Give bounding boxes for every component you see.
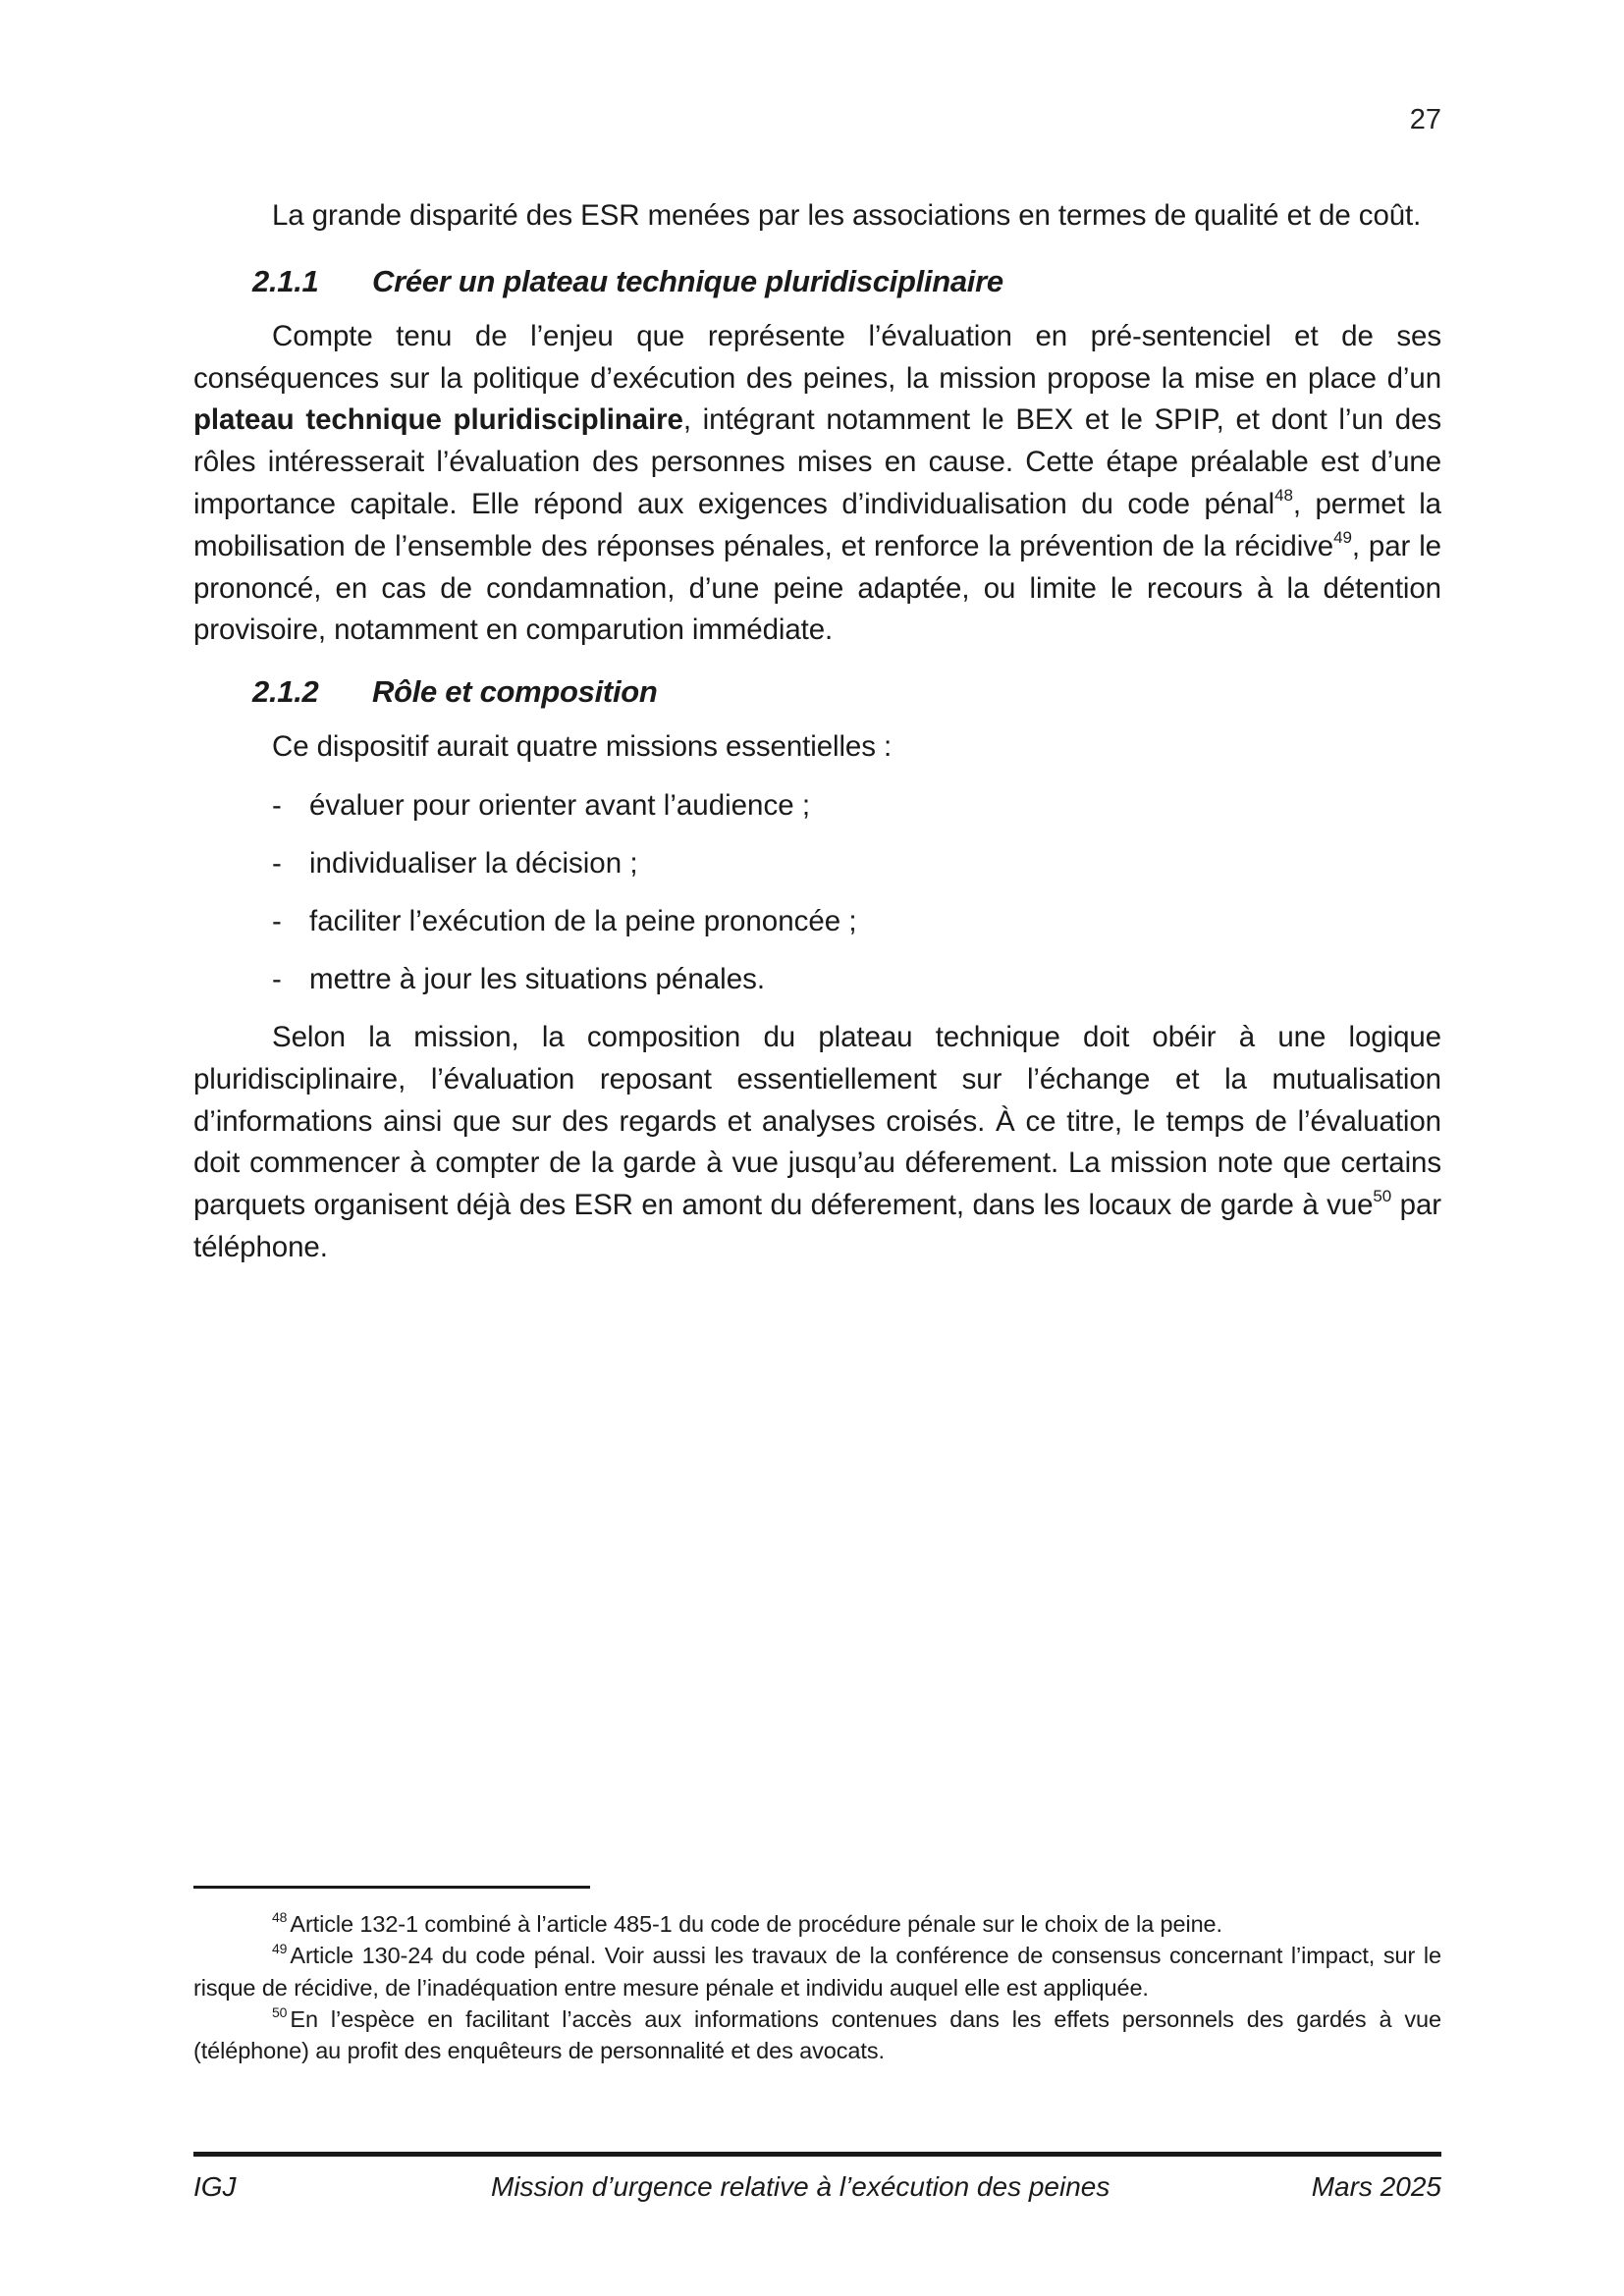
section-heading-2-1-1 (193, 261, 1441, 302)
section-1-paragraph (193, 316, 1441, 652)
bold-term: plateau technique pluridisciplinaire (193, 403, 683, 437)
footnote-separator (193, 1886, 590, 1889)
footnote-50 (193, 2003, 1441, 2067)
footnote-text: Article 130-24 du code pénal. Voir aussi les travaux de la conférence de consensus concernant l’impact, sur le risque de récidive, de l’inadéquation entre mesure pénale et individu auquel elle est appliquée. (193, 1943, 1441, 2001)
text-run: Compte tenu de l’enjeu que représente l’évaluation en pré-sentenciel et de ses conséquences sur la politique d’exécution des peines, la mission propose la mise en place d’un (193, 319, 1441, 395)
footer-title: Mission d’urgence relative à l’exécution des peines (491, 2171, 1110, 2202)
text-run: , permet la mobilisation de l’ensemble des réponses pénales, et renforce la prévention de la récidive (193, 487, 1441, 562)
list-item (193, 901, 1441, 942)
footnote-ref-50[interactable]: 50 (1373, 1187, 1392, 1206)
intro-paragraph: La grande disparité des ESR menées par les associations en termes de qualité et de coût. (272, 199, 1422, 232)
footnote-48 (193, 1908, 1441, 1940)
list-item-text: individualiser la décision ; (309, 846, 638, 880)
list-intro: Ce dispositif aurait quatre missions essentielles : (272, 730, 893, 764)
dash-bullet-icon: - (272, 846, 282, 880)
footnote-ref-48[interactable]: 48 (1274, 485, 1293, 505)
section-heading-2-1-2 (193, 671, 1441, 713)
list-item-text: faciliter l’exécution de la peine prononcée ; (309, 904, 857, 937)
dash-bullet-icon: - (272, 904, 282, 937)
missions-list (193, 785, 1441, 1000)
list-item (193, 843, 1441, 884)
section-title: Rôle et composition (372, 674, 658, 710)
footnote-49 (193, 1940, 1441, 2003)
text-run: , par le prononcé, en cas de condamnation, d’une peine adaptée, ou limite le recours à la détention provisoire, notamment en comparution immédiate. (193, 529, 1441, 647)
footnotes (193, 1908, 1441, 2066)
main-content (193, 195, 1441, 1269)
footer-separator (193, 2152, 1441, 2157)
list-item (193, 959, 1441, 1000)
list-item-text: évaluer pour orienter avant l’audience ; (309, 788, 811, 822)
list-item (193, 785, 1441, 827)
section-title: Créer un plateau technique pluridisciplinaire (372, 263, 1003, 298)
dash-bullet-icon: - (272, 962, 282, 995)
footnote-text: En l’espèce en facilitant l’accès aux informations contenues dans les effets personnels des gardés à vue (téléphone) au profit des enquêteurs de personnalité et des avocats. (193, 2005, 1441, 2064)
footnote-number: 48 (272, 1909, 288, 1925)
section-2-paragraph (193, 1017, 1441, 1269)
dash-bullet-icon: - (272, 788, 282, 822)
section-number: 2.1.2 (252, 674, 319, 710)
text-run: , intégrant notamment le BEX et le SPIP, et dont l’un des rôles intéresserait l’évaluation des personnes mises en cause. Cette étape préalable est d’une importance capitale. Elle répond aux exigences d’individualisation du code pénal (193, 403, 1441, 520)
text-run: Selon la mission, la composition du plateau technique doit obéir à une logique pluridisciplinaire, l’évaluation reposant essentiellement sur l’échange et la mutualisation d’informations ainsi que sur des regards et analyses croisés. À ce titre, le temps de l’évaluation doit commencer à compter de la garde à vue jusqu’au déferement. La mission note que certains parquets organisent déjà des ESR en amont du déferement, dans les locaux de garde à vue (193, 1020, 1441, 1222)
section-number: 2.1.1 (252, 263, 319, 298)
footnote-text: Article 132-1 combiné à l’article 485-1 du code de procédure pénale sur le choix de la peine. (290, 1911, 1222, 1937)
footer-date: Mars 2025 (1311, 2171, 1441, 2202)
footnote-number: 49 (272, 1941, 288, 1957)
footnote-number: 50 (272, 2003, 288, 2020)
page-footer (193, 2171, 1441, 2211)
footer-org: IGJ (193, 2171, 237, 2202)
footnote-ref-49[interactable]: 49 (1333, 527, 1352, 547)
list-item-text: mettre à jour les situations pénales. (309, 962, 766, 995)
text-run: par téléphone. (193, 1189, 1441, 1263)
page-number: 27 (1409, 104, 1441, 135)
